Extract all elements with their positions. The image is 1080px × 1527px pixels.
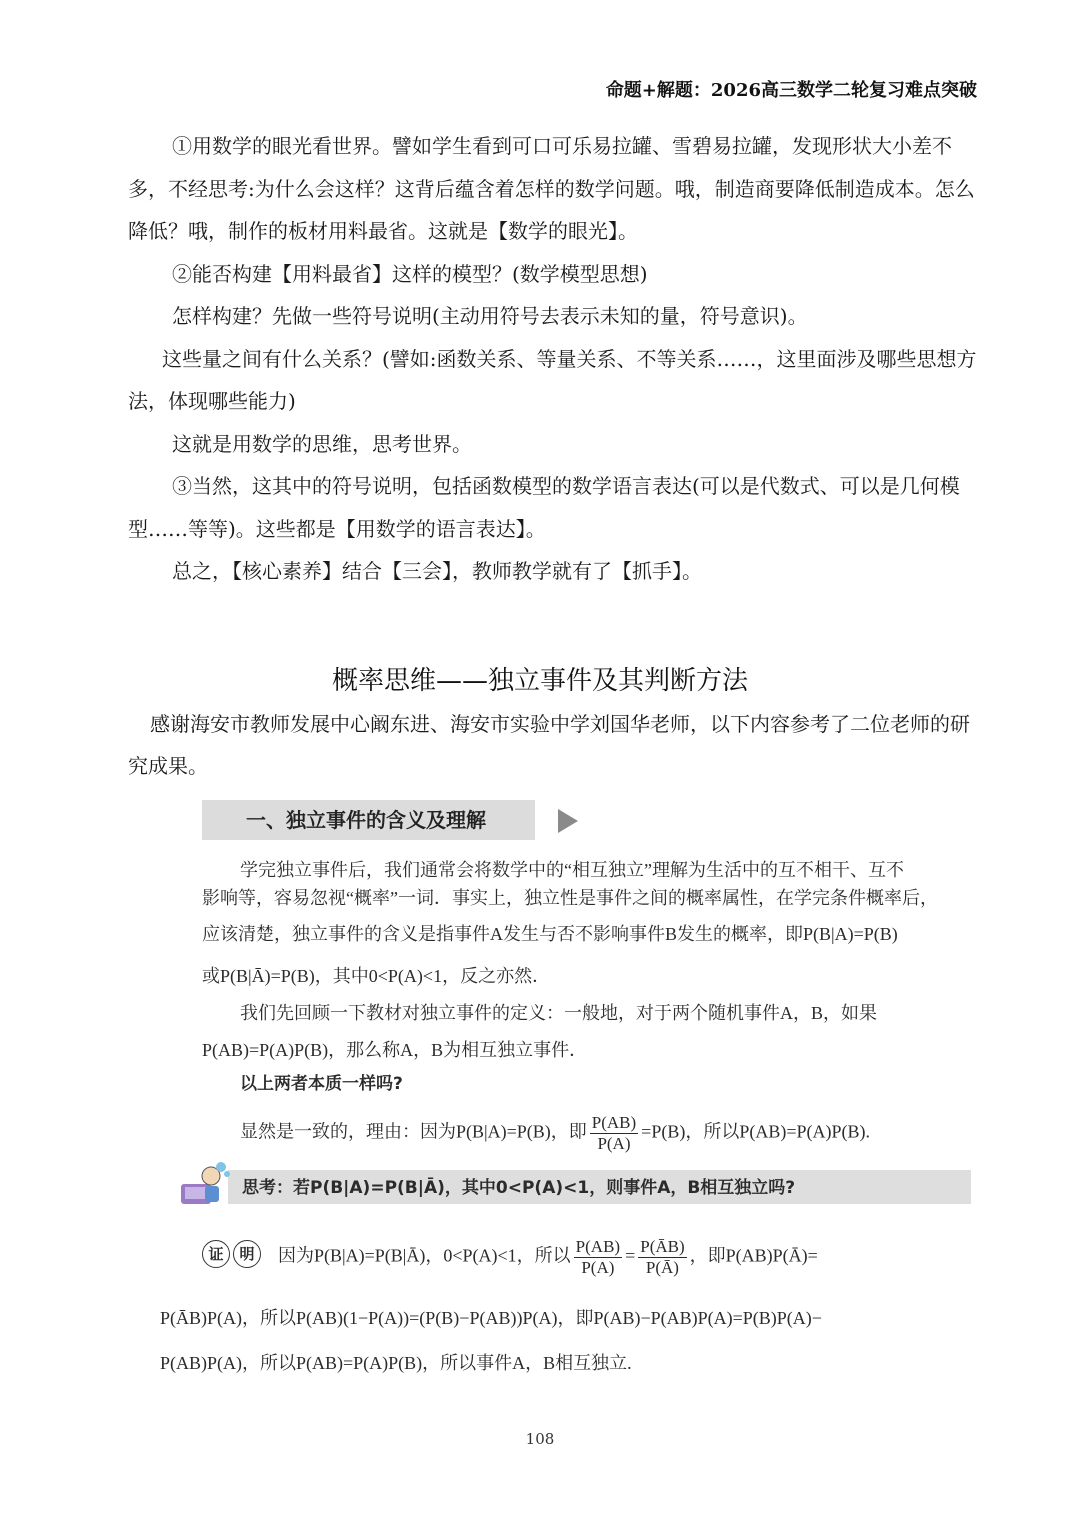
paragraph-1: ①用数学的眼光看世界。譬如学生看到可口可乐易拉罐、雪碧易拉罐，发现形状大小差不多，不经思考:为什么会这样？这背后蕴含着怎样的数学问题。哦，制造商要降低制造成本。怎么降低？哦，制作的板材用料最省。这就是【数学的眼光】。 [128, 134, 975, 243]
proof-text-b: ，即P(AB)P(Ā)= [689, 1245, 818, 1266]
excerpt-banner: 一、独立事件的含义及理解 [202, 800, 535, 840]
fraction-numerator: P(ĀB) [640, 1237, 685, 1256]
paragraph-4: 这些量之间有什么关系？(譬如:函数关系、等量关系、不等关系……，这里面涉及哪些思想方法，体现哪些能力) [128, 346, 977, 413]
proof-line-1 [278, 1237, 1058, 1278]
excerpt-reason-line [240, 1113, 1020, 1154]
excerpt-question: 以上两者本质一样吗? [240, 1074, 403, 1094]
proof-text-a: 因为P(B|A)=P(B|Ā)，0<P(A)<1，所以 [278, 1245, 571, 1266]
proof-badge-ming: 明 [233, 1240, 261, 1268]
play-arrow-icon [558, 809, 578, 833]
fraction-denominator: P(A) [581, 1258, 615, 1277]
fraction-denominator: P(A) [597, 1134, 631, 1153]
fraction-denominator: P(Ā) [645, 1258, 679, 1277]
excerpt-line: P(AB)=P(A)P(B)，那么称A，B为相互独立事件． [202, 1040, 588, 1060]
paragraph-3: 怎样构建？先做一些符号说明(主动用符号去表示未知的量，符号意识)。 [172, 304, 808, 328]
excerpt-line: 我们先回顾一下教材对独立事件的定义：一般地，对于两个随机事件A，B，如果 [240, 1003, 878, 1023]
paragraph-2: ②能否构建【用料最省】这样的模型？(数学模型思想) [172, 261, 648, 286]
reason-text-b: =P(B)，所以P(AB)=P(A)P(B). [641, 1121, 870, 1142]
reason-text-a: 显然是一致的，理由：因为P(B|A)=P(B)，即 [240, 1121, 587, 1142]
thinking-mascot-icon [175, 1160, 235, 1210]
section-title: 概率思维——独立事件及其判断方法 [331, 666, 748, 696]
proof-equals: = [625, 1245, 636, 1266]
think-text: 思考：若P(B|A)=P(B|Ā)，其中0<P(A)<1，则事件A，B相互独立吗? [242, 1178, 796, 1198]
proof-badges [202, 1240, 264, 1268]
excerpt-line: 影响等，容易忽视“概率”一词．事实上，独立性是事件之间的概率属性，在学完条件概率后， [202, 888, 938, 908]
acknowledgement: 感谢海安市教师发展中心阚东进、海安市实验中学刘国华老师，以下内容参考了二位老师的研究成果。 [128, 712, 970, 778]
proof-line-3: P(AB)P(A)，所以P(AB)=P(A)P(B)，所以事件A，B相互独立. [160, 1353, 632, 1373]
fraction-numerator: P(AB) [591, 1113, 637, 1132]
paragraph-5: 这就是用数学的思维，思考世界。 [172, 431, 472, 456]
paragraph-7: 总之，【核心素养】结合【三会】，教师教学就有了【抓手】。 [172, 559, 702, 583]
body-text [128, 125, 978, 593]
fraction-numerator: P(AB) [575, 1237, 621, 1256]
textbook-excerpt [160, 795, 985, 1395]
excerpt-line: 学完独立事件后，我们通常会将数学中的“相互独立”理解为生活中的互不相干、互不 [240, 860, 904, 880]
paragraph-6: ③当然，这其中的符号说明，包括函数模型的数学语言表达(可以是代数式、可以是几何模型……等等)。这些都是【用数学的语言表达】。 [128, 474, 960, 541]
fraction [590, 1113, 638, 1154]
fraction [638, 1237, 686, 1278]
page-number: 108 [525, 1430, 555, 1448]
proof-line-2: P(ĀB)P(A)，所以P(AB)(1−P(A))=(P(B)−P(AB))P(A)，即P(AB)−P(AB)P(A)=P(B)P(A)− [160, 1308, 822, 1328]
excerpt-line: 或P(B|Ā)=P(B)，其中0<P(A)<1，反之亦然． [202, 966, 551, 986]
think-question [242, 1173, 795, 1202]
running-header: 命题+解题：2026高三数学二轮复习难点突破 [605, 80, 977, 101]
fraction [574, 1237, 622, 1278]
proof-badge-zheng: 证 [202, 1240, 230, 1268]
excerpt-line: 应该清楚，独立事件的含义是指事件A发生与否不影响事件B发生的概率，即P(B|A)=P(B) [202, 924, 898, 944]
